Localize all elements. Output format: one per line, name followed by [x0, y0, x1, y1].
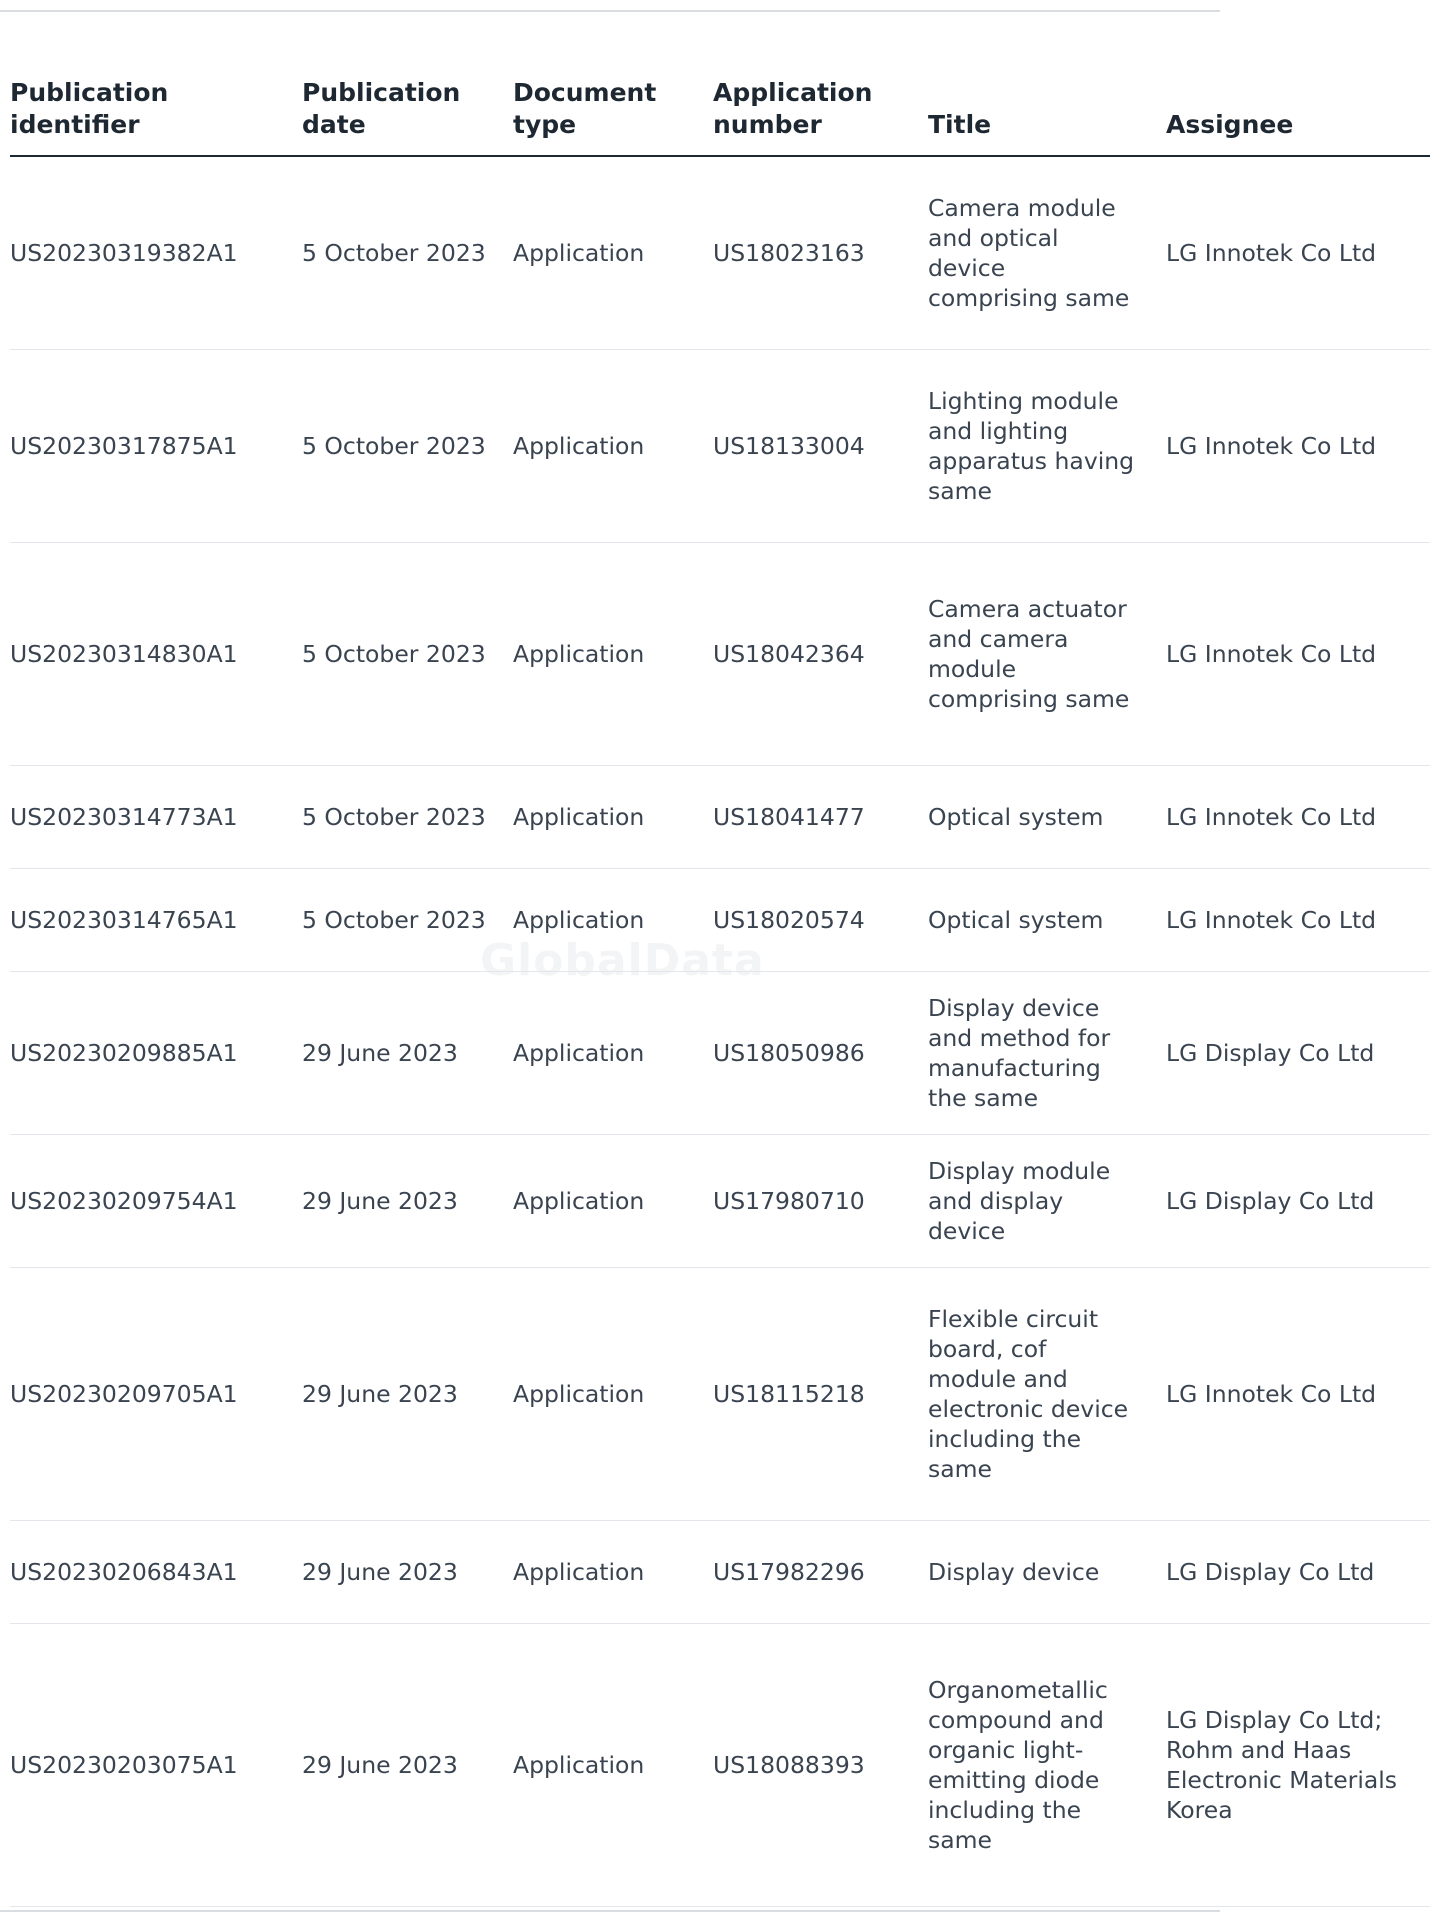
- bottom-divider: [0, 1910, 1220, 1912]
- table-container: [0, 60, 1398, 1907]
- cell-publication-identifier: US20230209754A1: [10, 1134, 302, 1267]
- table-row: [10, 349, 1430, 542]
- top-divider: [0, 10, 1220, 12]
- cell-application-number: US18041477: [713, 765, 928, 868]
- cell-title: Lighting module and lighting apparatus having same: [928, 349, 1166, 542]
- table-row: [10, 868, 1430, 971]
- cell-document-type: Application: [513, 765, 713, 868]
- cell-application-number: US18050986: [713, 971, 928, 1134]
- cell-assignee: LG Display Co Ltd: [1166, 1134, 1430, 1267]
- cell-title: Display device: [928, 1520, 1166, 1623]
- header-title: Title: [928, 60, 1166, 156]
- table-row: [10, 765, 1430, 868]
- table-row: [10, 156, 1430, 349]
- cell-application-number: US17980710: [713, 1134, 928, 1267]
- cell-document-type: Application: [513, 1623, 713, 1906]
- cell-application-number: US18023163: [713, 156, 928, 349]
- cell-publication-date: 5 October 2023: [302, 542, 513, 765]
- cell-assignee: LG Innotek Co Ltd: [1166, 868, 1430, 971]
- table-row: [10, 1134, 1430, 1267]
- cell-document-type: Application: [513, 1134, 713, 1267]
- cell-assignee: LG Innotek Co Ltd: [1166, 542, 1430, 765]
- cell-application-number: US18115218: [713, 1267, 928, 1520]
- header-publication-date: Publication date: [302, 60, 513, 156]
- cell-title: Display device and method for manufacturing the same: [928, 971, 1166, 1134]
- cell-assignee: LG Innotek Co Ltd: [1166, 349, 1430, 542]
- cell-application-number: US17982296: [713, 1520, 928, 1623]
- cell-publication-date: 29 June 2023: [302, 1134, 513, 1267]
- cell-publication-date: 5 October 2023: [302, 868, 513, 971]
- header-application-number: Application number: [713, 60, 928, 156]
- cell-application-number: US18133004: [713, 349, 928, 542]
- cell-document-type: Application: [513, 971, 713, 1134]
- cell-document-type: Application: [513, 156, 713, 349]
- cell-publication-identifier: US20230314765A1: [10, 868, 302, 971]
- cell-publication-identifier: US20230319382A1: [10, 156, 302, 349]
- header-publication-identifier: Publication identifier: [10, 60, 302, 156]
- header-assignee: Assignee: [1166, 60, 1430, 156]
- cell-publication-date: 5 October 2023: [302, 156, 513, 349]
- cell-publication-date: 29 June 2023: [302, 1520, 513, 1623]
- cell-assignee: LG Display Co Ltd: [1166, 1520, 1430, 1623]
- table-row: [10, 1520, 1430, 1623]
- cell-title: Optical system: [928, 765, 1166, 868]
- cell-title: Display module and display device: [928, 1134, 1166, 1267]
- cell-application-number: US18020574: [713, 868, 928, 971]
- cell-document-type: Application: [513, 868, 713, 971]
- cell-assignee: LG Display Co Ltd; Rohm and Haas Electronic Materials Korea: [1166, 1623, 1430, 1906]
- table-row: [10, 1267, 1430, 1520]
- cell-publication-identifier: US20230203075A1: [10, 1623, 302, 1906]
- cell-document-type: Application: [513, 542, 713, 765]
- table-header-row: [10, 60, 1430, 156]
- cell-publication-identifier: US20230209885A1: [10, 971, 302, 1134]
- cell-publication-date: 29 June 2023: [302, 1623, 513, 1906]
- cell-publication-date: 5 October 2023: [302, 349, 513, 542]
- cell-assignee: LG Innotek Co Ltd: [1166, 1267, 1430, 1520]
- cell-publication-identifier: US20230206843A1: [10, 1520, 302, 1623]
- cell-title: Camera actuator and camera module comprising same: [928, 542, 1166, 765]
- table-row: [10, 542, 1430, 765]
- table-row: [10, 971, 1430, 1134]
- cell-title: Optical system: [928, 868, 1166, 971]
- watermark: GlobalData: [480, 935, 765, 986]
- cell-document-type: Application: [513, 1520, 713, 1623]
- cell-publication-identifier: US20230314773A1: [10, 765, 302, 868]
- cell-document-type: Application: [513, 1267, 713, 1520]
- cell-publication-date: 5 October 2023: [302, 765, 513, 868]
- cell-assignee: LG Display Co Ltd: [1166, 971, 1430, 1134]
- cell-application-number: US18042364: [713, 542, 928, 765]
- cell-publication-identifier: US20230209705A1: [10, 1267, 302, 1520]
- cell-title: Flexible circuit board, cof module and electronic device including the same: [928, 1267, 1166, 1520]
- patent-table: [10, 60, 1430, 1907]
- cell-application-number: US18088393: [713, 1623, 928, 1906]
- cell-assignee: LG Innotek Co Ltd: [1166, 765, 1430, 868]
- cell-assignee: LG Innotek Co Ltd: [1166, 156, 1430, 349]
- cell-publication-date: 29 June 2023: [302, 1267, 513, 1520]
- cell-title: Camera module and optical device comprising same: [928, 156, 1166, 349]
- table-row: [10, 1623, 1430, 1906]
- cell-title: Organometallic compound and organic light-emitting diode including the same: [928, 1623, 1166, 1906]
- cell-publication-identifier: US20230317875A1: [10, 349, 302, 542]
- cell-document-type: Application: [513, 349, 713, 542]
- cell-publication-date: 29 June 2023: [302, 971, 513, 1134]
- header-document-type: Document type: [513, 60, 713, 156]
- cell-publication-identifier: US20230314830A1: [10, 542, 302, 765]
